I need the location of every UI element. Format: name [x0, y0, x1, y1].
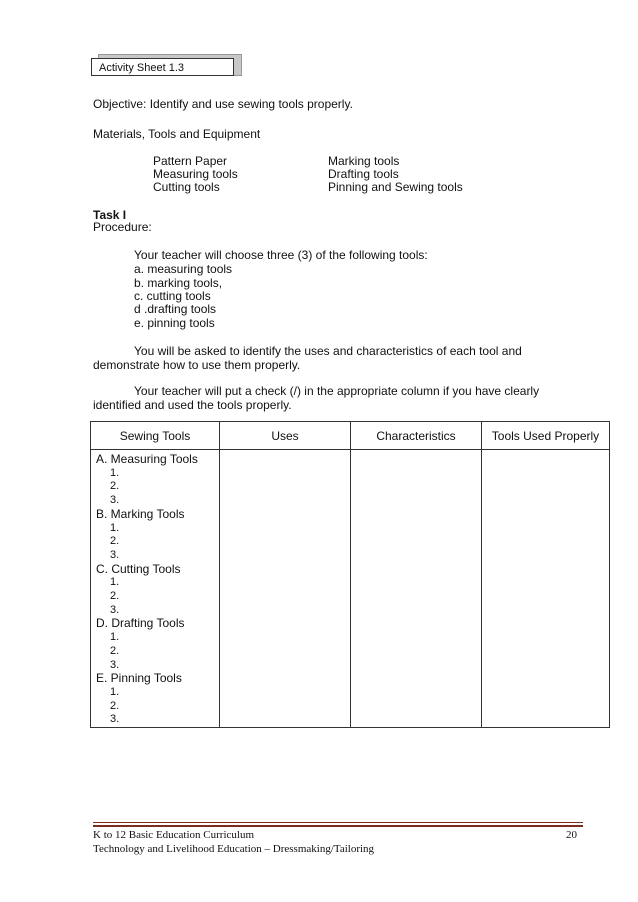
paragraph-line: demonstrate how to use them properly.: [93, 358, 301, 372]
materials-heading: Materials, Tools and Equipment: [93, 127, 261, 141]
category-item: 2.: [110, 480, 120, 493]
uses-cell[interactable]: [220, 450, 351, 728]
footer-subject: Technology and Livelihood Education – Dressmaking/Tailoring: [93, 843, 375, 855]
paragraph-line: Your teacher will put a check (/) in the appropriate column if you have clearly: [134, 384, 540, 398]
page-number: 20: [566, 829, 577, 841]
material-item: Cutting tools: [153, 180, 220, 194]
category-item: 2.: [110, 590, 120, 603]
category-item: 2.: [110, 535, 120, 548]
material-item: Pinning and Sewing tools: [328, 180, 463, 194]
category-item: 1.: [110, 576, 120, 589]
table-row: [91, 450, 610, 728]
category-item: 1.: [110, 466, 120, 479]
category-item: 3.: [110, 494, 120, 507]
category-title: C. Cutting Tools: [96, 561, 181, 576]
table-header-row: [91, 422, 610, 450]
sewing-tools-cell: [91, 450, 220, 728]
category-item: 2.: [110, 644, 120, 657]
tool-option: c. cutting tools: [134, 289, 211, 303]
column-header: Uses: [220, 422, 351, 450]
evaluation-table: [90, 421, 610, 728]
category-item: 1.: [110, 685, 120, 698]
paragraph-line: identified and used the tools properly.: [93, 398, 292, 412]
footer-divider: [93, 825, 583, 827]
material-item: Marking tools: [328, 154, 400, 168]
material-item: Pattern Paper: [153, 154, 228, 168]
column-header: Tools Used Properly: [482, 422, 610, 450]
tool-option: b. marking tools,: [134, 276, 223, 290]
column-header: Sewing Tools: [91, 422, 220, 450]
material-item: Drafting tools: [328, 167, 399, 181]
category-title: D. Drafting Tools: [96, 616, 185, 631]
material-item: Measuring tools: [153, 167, 238, 181]
tool-option: d .drafting tools: [134, 302, 217, 316]
column-header: Characteristics: [351, 422, 482, 450]
paragraph-line: You will be asked to identify the uses and characteristics of each tool and: [134, 344, 522, 358]
category-title: A. Measuring Tools: [96, 452, 198, 466]
procedure-intro: Your teacher will choose three (3) of the following tools:: [134, 248, 428, 262]
objective-text: Objective: Identify and use sewing tools properly.: [93, 97, 353, 111]
tool-option: e. pinning tools: [134, 316, 215, 330]
category-title: B. Marking Tools: [96, 506, 185, 521]
footer-curriculum: K to 12 Basic Education Curriculum: [93, 829, 254, 841]
category-item: 3.: [110, 603, 120, 616]
category-item: 3.: [110, 548, 120, 561]
category-item: 1.: [110, 521, 120, 534]
category-item: 3.: [110, 713, 120, 726]
characteristics-cell[interactable]: [351, 450, 482, 728]
tools-used-properly-cell[interactable]: [482, 450, 610, 728]
tool-option: a. measuring tools: [134, 262, 233, 276]
category-item: 3.: [110, 658, 120, 671]
category-item: 2.: [110, 699, 120, 712]
footer-divider: [93, 822, 583, 823]
task-title: Task I: [93, 208, 127, 222]
procedure-label: Procedure:: [93, 220, 152, 234]
category-title: E. Pinning Tools: [96, 671, 182, 686]
activity-sheet-label: Activity Sheet 1.3: [91, 58, 234, 76]
category-item: 1.: [110, 631, 120, 644]
